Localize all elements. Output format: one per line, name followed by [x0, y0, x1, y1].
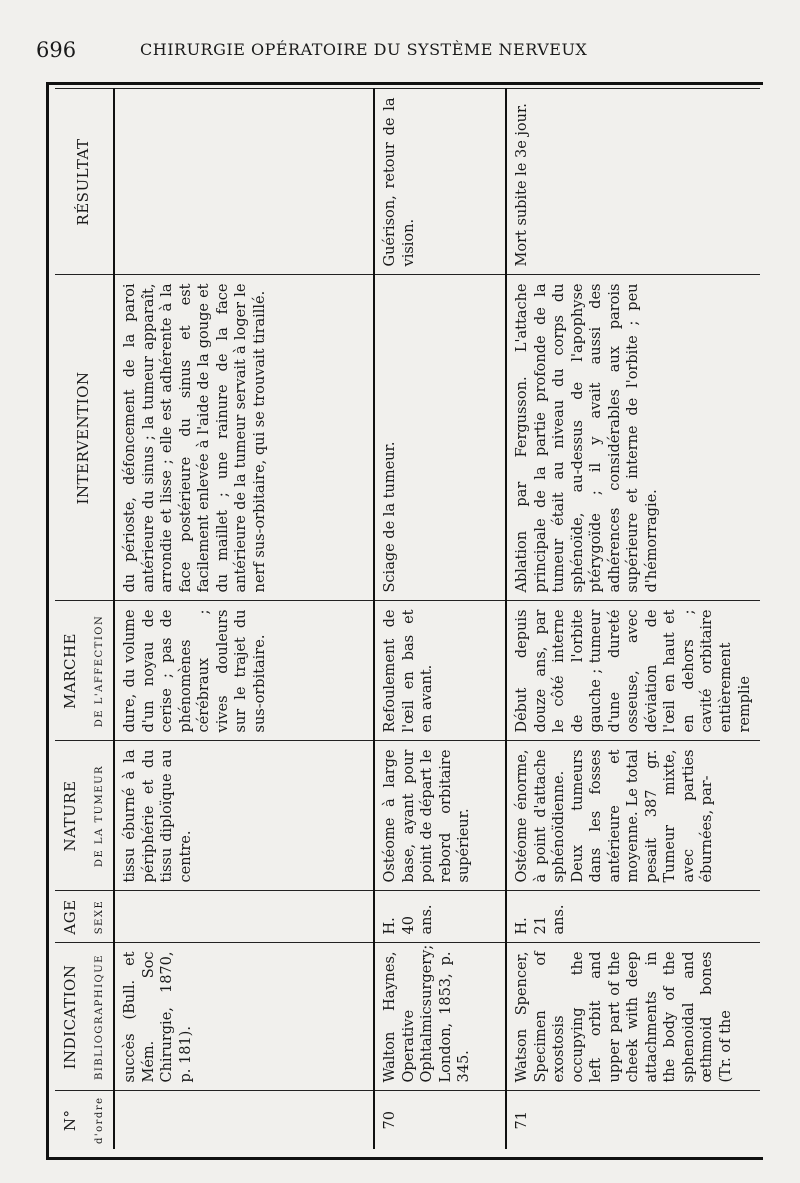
cell-marche: dure, du volume d'un noyau de cerise ; pas de phénomènes cérébraux ; vives douleurs sur le trajet du sus-orbitaire. [114, 601, 374, 741]
col-header-intervention: INTERVENTION [55, 275, 114, 601]
cell-indication: Watson Spencer, Specimen of exostosis occupying the left orbit and upper part of the cheek with deep attachments in the body of the sphenoidal and œthmoid bones (Tr. of the [506, 943, 760, 1091]
table-row [114, 89, 374, 1149]
cell-resultat: Mort subite le 3e jour. [506, 89, 760, 275]
cell-indication: Walton Haynes, Operative Ophtalmicsurgery; London, 1853, p. 345. [374, 943, 506, 1091]
cell-indication: succès (Bull. et Mém. Soc Chirurgie, 1870, p. 181). [114, 943, 374, 1091]
col-header-nature: NATURE DE LA TUMEUR [55, 741, 114, 891]
col-header-resultat: RÉSULTAT [55, 89, 114, 275]
cell-intervention: Ablation par Fergusson. L'attache principale de la partie profonde de la tumeur était au niveau du corps du sphénoïde, au-dessus de l'apophyse ptérygoïde ; il y avait aussi des adhérences considérables aux parois supérieure et interne de l'orbite ; peu d'hémorragie. [506, 275, 760, 601]
cell-intervention: Sciage de la tumeur. [374, 275, 506, 601]
table-row [374, 89, 506, 1149]
cell-nature: Ostéome à large base, ayant pour point de départ le rebord orbitaire supérieur. [374, 741, 506, 891]
cell-age: H. 21 ans. [506, 891, 760, 943]
cell-nature: Ostéome énorme, à point d'attache sphénoïdienne. Deux tumeurs dans les fosses antérieure et moyenne. Le total pesait 387 gr. Tumeur mixte, avec parties éburnées, par- [506, 741, 760, 891]
cell-marche: Refoulement de l'œil en bas et en avant. [374, 601, 506, 741]
cell-intervention: du périoste, défoncement de la paroi antérieure du sinus ; la tumeur apparaît, arrondie et lisse ; elle est adhérente à la face postérieure du sinus et est facilement enlevée à l'aide de la gouge et du maillet ; une rainure de la face antérieure de la tumeur servait à loger le nerf sus-orbitaire, qui se trouvait tiraillé. [114, 275, 374, 601]
col-header-age: AGE SEXE [55, 891, 114, 943]
running-title: CHIRURGIE OPÉRATOIRE DU SYSTÈME NERVEUX [140, 40, 588, 59]
col-header-indication: INDICATION BIBLIOGRAPHIQUE [55, 943, 114, 1091]
cell-age: H. 40 ans. [374, 891, 506, 943]
table-row [506, 89, 760, 1149]
table-frame [46, 82, 763, 1160]
cases-table [55, 89, 760, 1150]
rotated-table-container [55, 89, 759, 1149]
cell-resultat [114, 89, 374, 275]
col-header-marche: MARCHE DE L'AFFECTION [55, 601, 114, 741]
cell-marche: Début depuis douze ans, par le côté interne de l'orbite gauche ; tumeur d'une dureté osseuse, avec déviation de l'œil en haut et en dehors ; cavité orbitaire entièrement remplie [506, 601, 760, 741]
cell-resultat: Guérison, retour de la vision. [374, 89, 506, 275]
cell-num: 71 [506, 1091, 760, 1149]
cell-num: 70 [374, 1091, 506, 1149]
cell-num [114, 1091, 374, 1149]
cell-nature: tissu éburné à la périphérie et du tissu diploïque au centre. [114, 741, 374, 891]
page-number: 696 [36, 38, 77, 62]
cell-age [114, 891, 374, 943]
col-header-num: N° d'ordre [55, 1091, 114, 1149]
table-header-row [55, 89, 114, 1149]
